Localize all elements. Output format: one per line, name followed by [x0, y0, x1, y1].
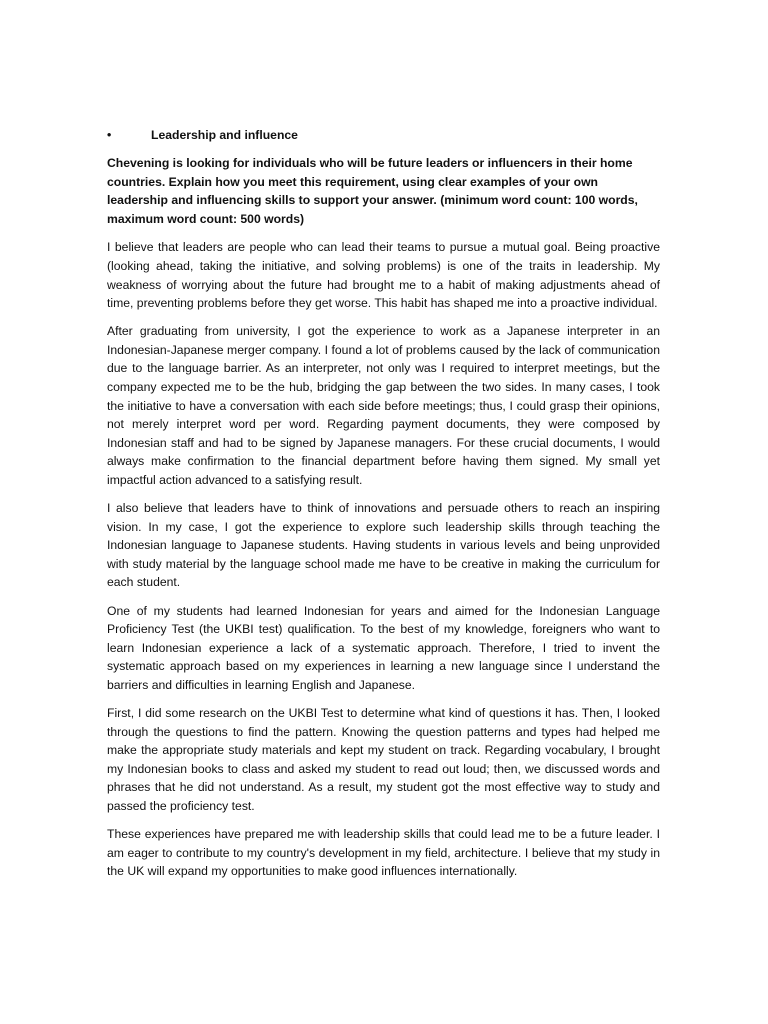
- paragraph-1: I believe that leaders are people who can lead their teams to pursue a mutual goal. Being proactive (looking ahead, taking the initiative, and solving problems) is one of the traits in leadership. My weakness of worrying about the future had brought me to a habit of making adjustments ahead of time, preventing problems before they get worse. This habit has shaped me into a proactive individual.: [107, 240, 660, 311]
- section-title: Leadership and influence: [151, 128, 298, 142]
- paragraph-5: First, I did some research on the UKBI Test to determine what kind of questions it has. Then, I looked through the questions to find the pattern. Knowing the question patterns and types had helped me make the appropriate study materials and kept my student on track. Regarding vocabulary, I brought my Indonesian books to class and asked my student to read out loud; then, we discussed words and phrases that he did not understand. As a result, my student got the most effective way to study and passed the proficiency test.: [107, 706, 660, 813]
- essay-prompt: Chevening is looking for individuals who will be future leaders or influencers in their home countries. Explain how you meet this requirement, using clear examples of your own leadership and influencing skills to support your answer. (minimum word count: 100 words, maximum word count: 500 words): [107, 156, 638, 226]
- paragraph-2: After graduating from university, I got the experience to work as a Japanese interpreter in an Indonesian-Japanese merger company. I found a lot of problems caused by the lack of communication due to the language barrier. As an interpreter, not only was I required to interpret meetings, but the company expected me to be the hub, bridging the gap between the two sides. In many cases, I took the initiative to have a conversation with each side before meetings; thus, I could grasp their opinions, not merely interpret word per word. Regarding payment documents, they were composed by Indonesian staff and had to be signed by Japanese managers. For these crucial documents, I would always make confirmation to the financial department before having them signed. My small yet impactful action advanced to a satisfying result.: [107, 324, 660, 487]
- paragraph-4: One of my students had learned Indonesian for years and aimed for the Indonesian Language Proficiency Test (the UKBI test) qualification. To the best of my knowledge, foreigners who want to learn Indonesian experience a lack of a systematic approach. Therefore, I tried to invent the systematic approach based on my experiences in learning a new language since I understand the barriers and difficulties in learning English and Japanese.: [107, 603, 660, 692]
- paragraph-6: These experiences have prepared me with leadership skills that could lead me to be a future leader. I am eager to contribute to my country's development in my field, architecture. I believe that my study in the UK will expand my opportunities to make good influences internationally.: [107, 827, 660, 879]
- paragraph-3: I also believe that leaders have to think of innovations and persuade others to reach an inspiring vision. In my case, I got the experience to explore such leadership skills through teaching the Indonesian language to Japanese students. Having students in various levels and being unprovided with study material by the language school made me have to be creative in making the curriculum for each student.: [107, 501, 660, 590]
- section-heading: [107, 126, 660, 144]
- document-page: [107, 126, 660, 890]
- bullet-icon: •: [107, 128, 112, 142]
